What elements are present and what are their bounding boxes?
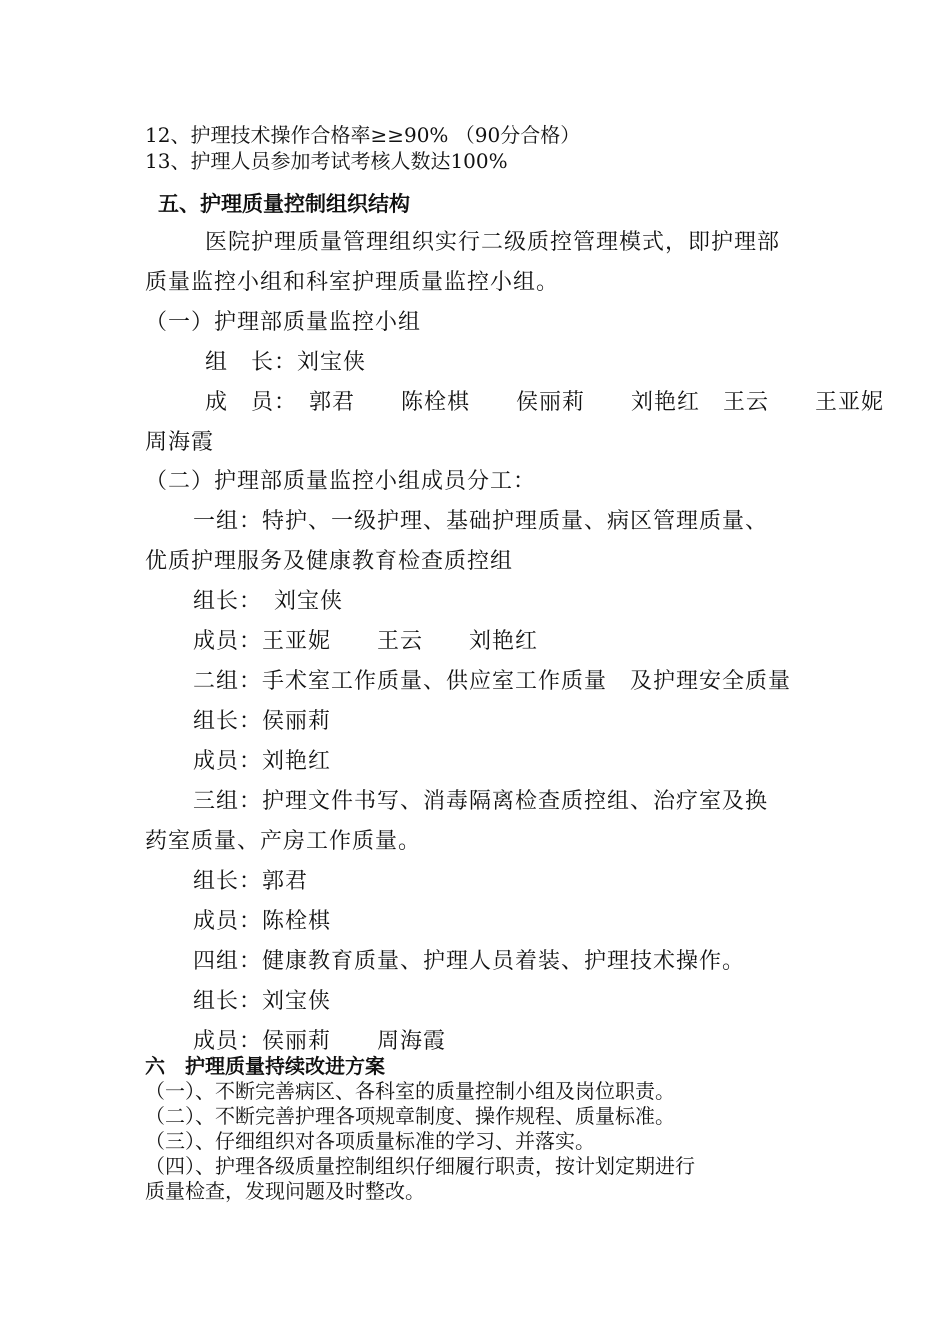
- group4-leader: 组长：刘宝侠: [193, 989, 332, 1014]
- team-members-line2: 周海霞: [145, 430, 215, 455]
- section6-item-4: （四）、护理各级质量控制组织仔细履行职责，按计划定期进行: [145, 1154, 695, 1178]
- group3-members: 成员：陈栓棋: [193, 909, 332, 934]
- group1-members: 成员：王亚妮 王云 刘艳红: [193, 629, 539, 654]
- section6-item-2: （二）、不断完善护理各项规章制度、操作规程、质量标准。: [145, 1104, 675, 1128]
- section6-item-3: （三）、仔细组织对各项质量标准的学习、并落实。: [145, 1129, 595, 1153]
- list-item-13: 13、护理人员参加考试考核人数达100%: [145, 149, 508, 173]
- section6-item-1: （一）、不断完善病区、各科室的质量控制小组及岗位职责。: [145, 1079, 675, 1103]
- list-item-12: 12、护理技术操作合格率≥≥90% （90分合格）: [145, 123, 581, 147]
- group4-description: 四组：健康教育质量、护理人员着装、护理技术操作。: [193, 949, 746, 974]
- group4-members: 成员：侯丽莉 周海霞: [193, 1029, 447, 1054]
- group1-description-line2: 优质护理服务及健康教育检查质控组: [145, 549, 514, 574]
- section6-item-4-continued: 质量检查，发现问题及时整改。: [145, 1179, 425, 1203]
- group2-description: 二组：手术室工作质量、供应室工作质量 及护理安全质量: [193, 669, 792, 694]
- group3-leader: 组长：郭君: [193, 869, 309, 894]
- group3-description-line2: 药室质量、产房工作质量。: [145, 829, 422, 854]
- subsection1-heading: （一）护理部质量监控小组: [145, 310, 422, 335]
- team-leader: 组 长：刘宝侠: [205, 350, 367, 375]
- group2-members: 成员：刘艳红: [193, 749, 332, 774]
- group1-leader: 组长： 刘宝侠: [193, 589, 344, 614]
- section5-heading: 五、护理质量控制组织结构: [158, 191, 410, 216]
- section5-intro-line2: 质量监控小组和科室护理质量监控小组。: [145, 270, 560, 295]
- group3-description-line1: 三组：护理文件书写、消毒隔离检查质控组、治疗室及换: [193, 789, 769, 814]
- group2-leader: 组长：侯丽莉: [193, 709, 332, 734]
- subsection2-heading: （二）护理部质量监控小组成员分工：: [145, 469, 537, 494]
- group1-description-line1: 一组：特护、一级护理、基础护理质量、病区管理质量、: [193, 509, 769, 534]
- section6-heading: 六 护理质量持续改进方案: [145, 1054, 385, 1078]
- section5-intro-line1: 医院护理质量管理组织实行二级质控管理模式，即护理部: [205, 230, 781, 255]
- team-members-line1: 成 员： 郭君 陈栓棋 侯丽莉 刘艳红 王云 王亚妮: [205, 390, 885, 415]
